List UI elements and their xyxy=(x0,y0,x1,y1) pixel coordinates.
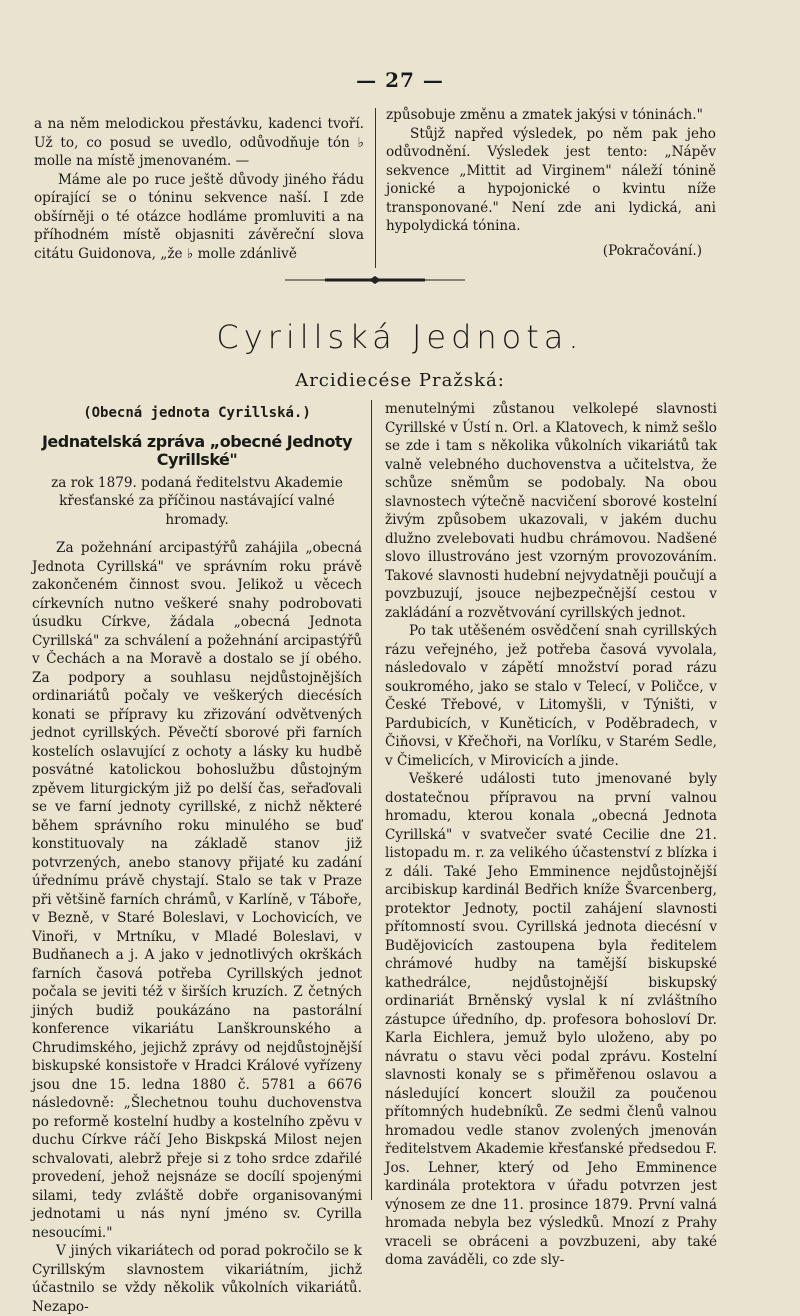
paragraph: Máme ale po ruce ještě důvody jiného řádu opírající se o tóninu sekvence naší. I zde obšírněji o té otázce hodláme promluviti a na příhodném místě objasniti závěreční slova citátu Guidonova, „že ♭ molle zdánlivě xyxy=(34,171,364,262)
column-divider xyxy=(371,400,372,1200)
ornamental-rule xyxy=(285,276,465,284)
article-continuation-left xyxy=(34,115,364,263)
paragraph: Za požehnání arcipastýřů zahájila „obecná Jednota Cyrillská" ve správním roku právě zakončeném činnost svou. Jelikož u věcech církevních nutno veškeré snahy podrobovati úsudku Církve, žádala „obecná Jednota Cyrillská" za schválení a požehnání arcipastýřů v Čechách a na Moravě a dostalo se jí obého. Za podpory a souhlasu nejdůstojnějších ordinariátů počaly ve veškerých diecésích konati se přípravy ku zřizování odvětvených jednot cyrillských. Pěvečtí sborové při farních kostelích oslavující z ochoty a lásky ku hudbě posvátné katolickou bohoslužbu důstojným zpěvem liturgickým již po delší čas, seřaďovali se ve farní jednoty cyrillské, z nichž některé během správního roku minulého se buď konstituovaly na základě stanov již potvrzených, anebo stanovy přijaté ku zadání úřednímu právě chystají. Stalo se tak v Praze při většině farních chrámů, v Karlíně, v Táboře, v Bezně, v Staré Boleslavi, v Lochovicích, ve Vinoři, v Mrtníku, v Mladé Boleslavi, v Budňanech a j. A jako v jednotlivých okrškách farních časová potřeba Cyrillských jednot počala se jeviti též v širších kruzích. Z četných jiných budiž poukázáno na pastorální konference vikariátu Lanškrounského a Chrudimského, jejichž zprávy od nejdůstojnější biskupské konsistoře v Hradci Králové vyřízeny jsou dne 15. ledna 1880 č. 5781 a 6676 následovně: „Šlechetnou touhu duchovenstva po reformě kostelní hudby a kostelního zpěvu v duchu Církve ráčí Jeho Biskpská Milost nejen schvalovati, alebrž přeje si z toho srdce zdařilé provedení, jehož nejsnáze se docílí spojenými silami, tedy zvláště dobře organisovanými jednotami u nás nyní jméno sv. Cyrilla nesoucími." xyxy=(32,540,362,1241)
document-heading: (Obecná jednota Cyrillská.) xyxy=(83,405,311,421)
article-continuation-right xyxy=(386,106,716,260)
column-divider xyxy=(375,108,376,268)
section-subtitle: Arcidiecése Pražská: xyxy=(295,370,505,391)
paragraph: menutelnými zůstanou velkolepé slavnosti Cyrillské v Ústí n. Orl. a Klatovech, k nimž sešlo se zde i tam s několika vůkolních vikariátů tak valně velebného duchovenstva a učitelstva, že schůze sněmům se podobaly. Na obou slavnostech výtečně nacvičení sborové kostelní živým způsobem ukazovali, v jakém duchu dlužno zvelebovati hudbu chrámovou. Nadšené slovo illustrováno jest vzorným provozováním. Takové slavnosti hudební nejvydatněji poučují a povzbuzují, jsouce nejbezpečnější cestou v zakládání a rozvětvování cyrillských jednot. xyxy=(385,401,717,621)
paragraph: Po tak utěšeném osvědčení snah cyrillských rázu veřejného, jež potřeba časová vyvolala, následovalo v zápětí množství porad rázu soukromého, jako se stalo v Telecí, v Poličce, v České Třebové, v Litomyšli, v Týništi, v Pardubicích, v Kuněticích, v Poděbradech, v Čiňovsi, v Křečhoři, na Vorlíku, v Starém Sedle, v Čimelicích, v Mirovicích a jinde. xyxy=(385,623,717,769)
continuation-note: (Pokračování.) xyxy=(602,242,702,259)
report-title: Jednatelská zpráva „obecné Jednoty Cyrillské" xyxy=(41,431,353,469)
report-right-column xyxy=(385,400,717,1270)
report-left-column xyxy=(32,400,362,1316)
report-subtitle: za rok 1879. podaná ředitelstvu Akademie křesťanské za příčinou nastávající valné hromady. xyxy=(51,474,343,528)
page-number: — 27 — xyxy=(356,68,444,92)
paragraph: a na něm melodickou přestávku, kadenci tvoří. Už to, co posud se uvedlo, odůvodňuje tón ♭ molle na místě jmenovaném. — xyxy=(34,116,364,169)
paragraph: V jiných vikariátech od porad pokročilo se k Cyrillským slavnostem vikariátním, jichž účastnilo se vždy několik vůkolních vikariátů. Nezapo- xyxy=(32,1243,362,1315)
section-title: Cyrillská Jednota. xyxy=(216,318,584,356)
paragraph: Veškeré události tuto jmenované byly dostatečnou přípravou na první valnou hromadu, kterou konala „obecná Jednota Cyrillská" v svatvečer svaté Cecilie dne 21. listopadu m. r. za velikého účastenství z blízka i z dáli. Také Jeho Emminence nejdůstojnější arcibiskup kardinál Bedřich kníže Švarcenberg, protektor Jednoty, poctil zahájení slavnosti přítomností svou. Cyrillská jednota diecésní v Budějovicích zastoupena byla ředitelem chrámové hudby na tamější biskupské kathedrálce, nejdůstojnější biskupský ordinariát Brněnský vyslal k ní zvláštního zástupce úředního, dp. profesora bohosloví Dr. Karla Eichlera, jemuž bylo uloženo, aby po návratu o stavu věci podal zprávu. Kostelní slavnosti konaly se s přiměřenou oslavou a následující koncert sloužil za poučenou přítomných hudebníků. Ze sedmi členů valnou hromadou vedle stanov zvolených jmenován ředitelstvem Akademie křesťanské předsedou F. Jos. Lehner, který od Jeho Emminence kardinála protektora v úřadu potvrzen jest výnosem ze dne 11. prosince 1879. První valná hromada nebyla bez výsledků. Mnozí z Prahy vraceli se obráceni a povzbuzeni, aby také doma zaváděli, co zde sly- xyxy=(385,771,717,1268)
paragraph: Stůjž napřed výsledek, po něm pak jeho odůvodnění. Výsledek jest tento: „Nápěv sekvence „Mittit ad Virginem" náleží tónině jonické a hypojonické o kvintu níže transponované." Není zde ani lydická, ani hypolydická tónina. xyxy=(386,125,716,234)
spacer xyxy=(32,529,362,539)
paragraph: způsobuje změnu a zmatek jakýsi v tóninách." xyxy=(386,107,703,123)
